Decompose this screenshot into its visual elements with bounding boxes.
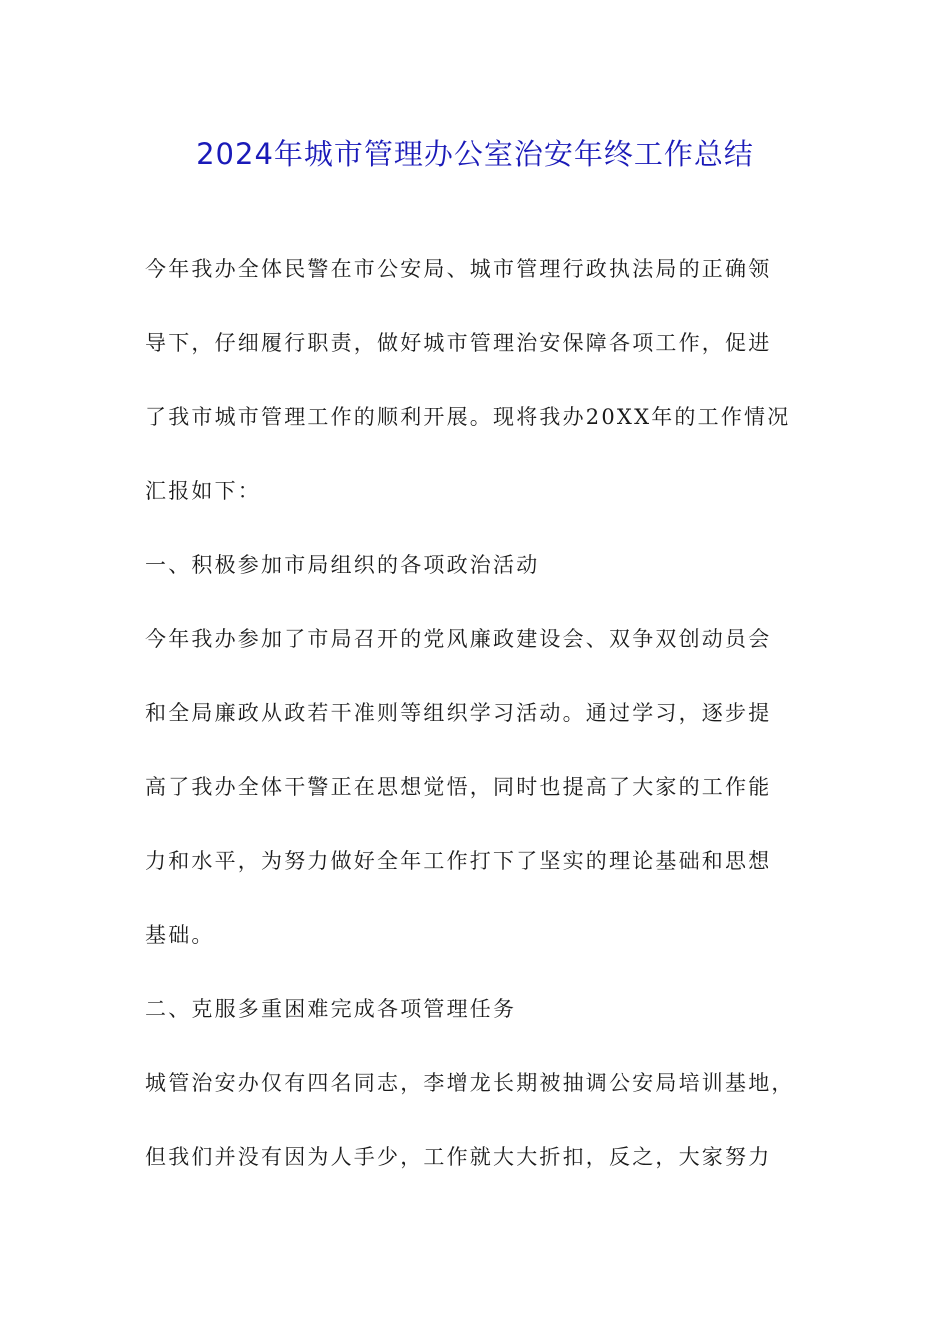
section-heading-2: 二、克服多重困难完成各项管理任务 <box>145 997 517 1021</box>
body-line: 了我市城市管理工作的顺利开展。现将我办20XX年的工作情况 <box>145 405 791 429</box>
document-title: 2024年城市管理办公室治安年终工作总结 <box>196 137 754 171</box>
body-line: 高了我办全体干警正在思想觉悟，同时也提高了大家的工作能 <box>145 775 772 799</box>
body-line: 今年我办全体民警在市公安局、城市管理行政执法局的正确领 <box>145 257 772 281</box>
body-line: 城管治安办仅有四名同志，李增龙长期被抽调公安局培训基地， <box>145 1071 795 1095</box>
body-line: 但我们并没有因为人手少，工作就大大折扣，反之，大家努力 <box>145 1145 772 1169</box>
body-line: 基础。 <box>145 923 215 947</box>
body-line: 力和水平，为努力做好全年工作打下了坚实的理论基础和思想 <box>145 849 772 873</box>
body-line: 今年我办参加了市局召开的党风廉政建设会、双争双创动员会 <box>145 627 772 651</box>
body-line: 和全局廉政从政若干准则等组织学习活动。通过学习，逐步提 <box>145 701 772 725</box>
body-line: 汇报如下： <box>145 479 261 503</box>
body-line: 导下，仔细履行职责，做好城市管理治安保障各项工作，促进 <box>145 331 772 355</box>
document-body <box>145 232 815 1194</box>
section-heading-1: 一、积极参加市局组织的各项政治活动 <box>145 553 540 577</box>
